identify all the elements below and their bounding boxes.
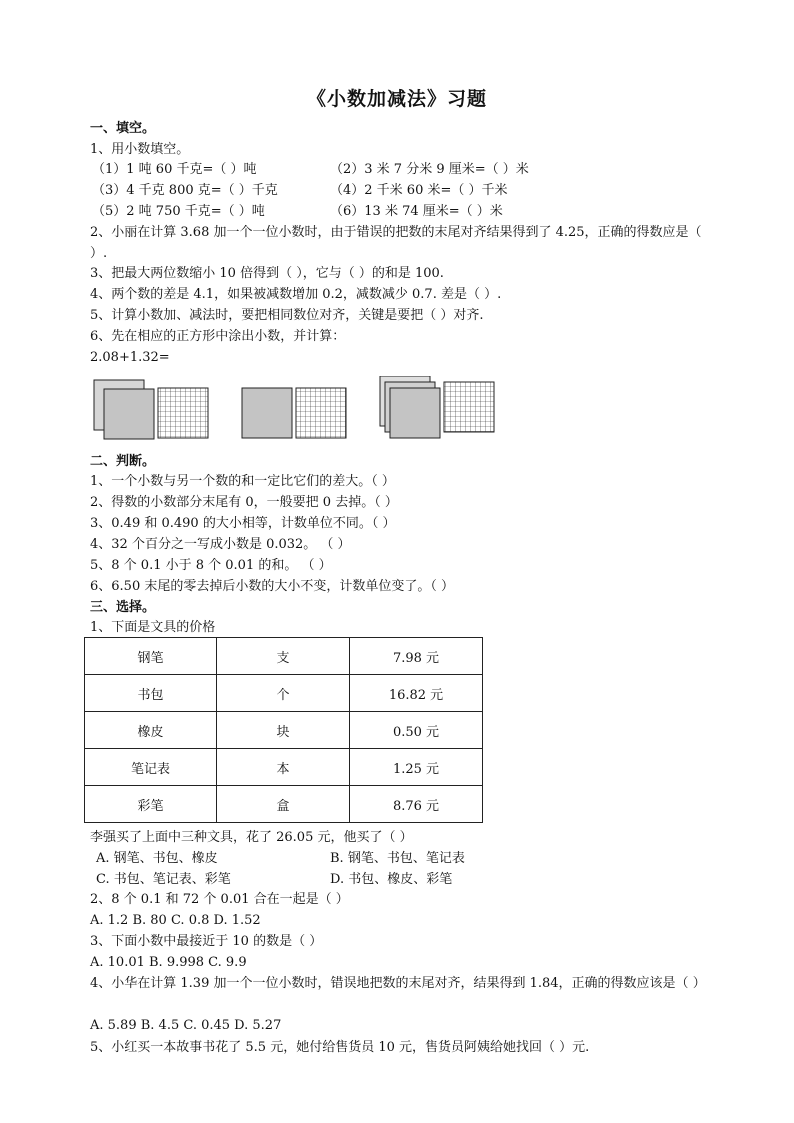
fill-item-6: （6）13 米 74 厘米=（ ）米: [330, 204, 503, 219]
fill-item-1: （1）1 吨 60 千克=（ ）吨: [92, 162, 257, 177]
choice-question-3: 3、下面小数中最接近于 10 的数是（ ）: [90, 934, 323, 949]
table-row: [85, 749, 483, 786]
figure-group-2: [242, 388, 346, 438]
fill-item-5: （5）2 吨 750 千克=（ ）吨: [92, 204, 265, 219]
section-heading-choice: 三、选择。: [90, 600, 156, 615]
fill-item-3: （3）4 千克 800 克=（ ）千克: [92, 183, 278, 198]
judge-item-3: 3、0.49 和 0.490 的大小相等，计数单位不同。（ ）: [90, 516, 396, 531]
choice-4-options: A. 5.89 B. 4.5 C. 0.45 D. 5.27: [90, 1018, 282, 1033]
table-cell-price: 0.50 元: [350, 712, 483, 749]
table-cell-price: 1.25 元: [350, 749, 483, 786]
table-cell-unit: 本: [217, 749, 350, 786]
table-row: [85, 712, 483, 749]
choice-question-4: 4、小华在计算 1.39 加一个一位小数时，错误地把数的末尾对齐，结果得到 1.84，正确的得数应该是（ ）: [90, 976, 706, 991]
table-cell-price: 16.82 元: [350, 675, 483, 712]
decimal-square-figures: [90, 376, 710, 440]
table-cell-price: 8.76 元: [350, 786, 483, 823]
choice-1-option-c: C. 书包、笔记表、彩笔: [96, 872, 231, 887]
figure-group-1: [94, 380, 208, 439]
judge-item-4: 4、32 个百分之一写成小数是 0.032。 （ ）: [90, 537, 351, 552]
question-1-5: 5、计算小数加、减法时，要把相同数位对齐，关键是要把（ ）对齐.: [90, 308, 484, 323]
judge-item-5: 5、8 个 0.1 小于 8 个 0.01 的和。 （ ）: [90, 558, 332, 573]
table-cell-item: 书包: [85, 675, 217, 712]
question-1-1: 1、用小数填空。: [90, 142, 190, 157]
choice-question-5: 5、小红买一本故事书花了 5.5 元，她付给售货员 10 元，售货员阿姨给她找回（ ）元.: [90, 1040, 590, 1055]
choice-2-options: A. 1.2 B. 80 C. 0.8 D. 1.52: [90, 913, 261, 928]
table-cell-unit: 个: [217, 675, 350, 712]
question-1-2: 2、小丽在计算 3.68 加一个一位小数时，由于错误的把数的末尾对齐结果得到了 4.25，正确的得数应是（ ）.: [90, 225, 702, 261]
table-cell-item: 橡皮: [85, 712, 217, 749]
table-cell-unit: 块: [217, 712, 350, 749]
section-heading-fill: 一、填空。: [90, 121, 156, 136]
judge-item-2: 2、得数的小数部分末尾有 0，一般要把 0 去掉。（ ）: [90, 495, 398, 510]
fill-item-2: （2）3 米 7 分米 9 厘米=（ ）米: [330, 162, 529, 177]
question-1-3: 3、把最大两位数缩小 10 倍得到（ ），它与（ ）的和是 100.: [90, 266, 444, 281]
table-row: [85, 786, 483, 823]
fill-item-4: （4）2 千米 60 米=（ ）千米: [330, 183, 508, 198]
table-row: [85, 638, 483, 675]
choice-1-option-d: D. 书包、橡皮、彩笔: [330, 872, 453, 887]
choice-question-2: 2、8 个 0.1 和 72 个 0.01 合在一起是（ ）: [90, 892, 349, 907]
choice-3-options: A. 10.01 B. 9.998 C. 9.9: [90, 955, 247, 970]
stationery-price-table: [84, 637, 483, 823]
judge-item-1: 1、一个小数与另一个数的和一定比它们的差大。（ ）: [90, 474, 395, 489]
choice-1-option-b: B. 钢笔、书包、笔记表: [330, 851, 465, 866]
question-1-6-expression: 2.08+1.32=: [90, 350, 170, 365]
table-cell-unit: 盒: [217, 786, 350, 823]
table-cell-item: 笔记表: [85, 749, 217, 786]
table-cell-item: 彩笔: [85, 786, 217, 823]
choice-question-1-text: 李强买了上面中三种文具，花了 26.05 元，他买了（ ）: [90, 830, 413, 845]
choice-1-option-a: A. 钢笔、书包、橡皮: [96, 851, 218, 866]
choice-question-1: 1、下面是文具的价格: [90, 620, 216, 635]
question-1-4: 4、两个数的差是 4.1，如果被减数增加 0.2，减数减少 0.7. 差是（ ）.: [90, 287, 502, 302]
figure-group-3: [380, 376, 494, 438]
table-cell-unit: 支: [217, 638, 350, 675]
table-cell-price: 7.98 元: [350, 638, 483, 675]
table-row: [85, 675, 483, 712]
table-cell-item: 钢笔: [85, 638, 217, 675]
judge-item-6: 6、6.50 末尾的零去掉后小数的大小不变，计数单位变了。（ ）: [90, 579, 454, 594]
section-heading-judge: 二、判断。: [90, 454, 156, 469]
page-title: 《小数加减法》习题: [306, 88, 487, 110]
question-1-6: 6、先在相应的正方形中涂出小数，并计算：: [90, 329, 346, 344]
